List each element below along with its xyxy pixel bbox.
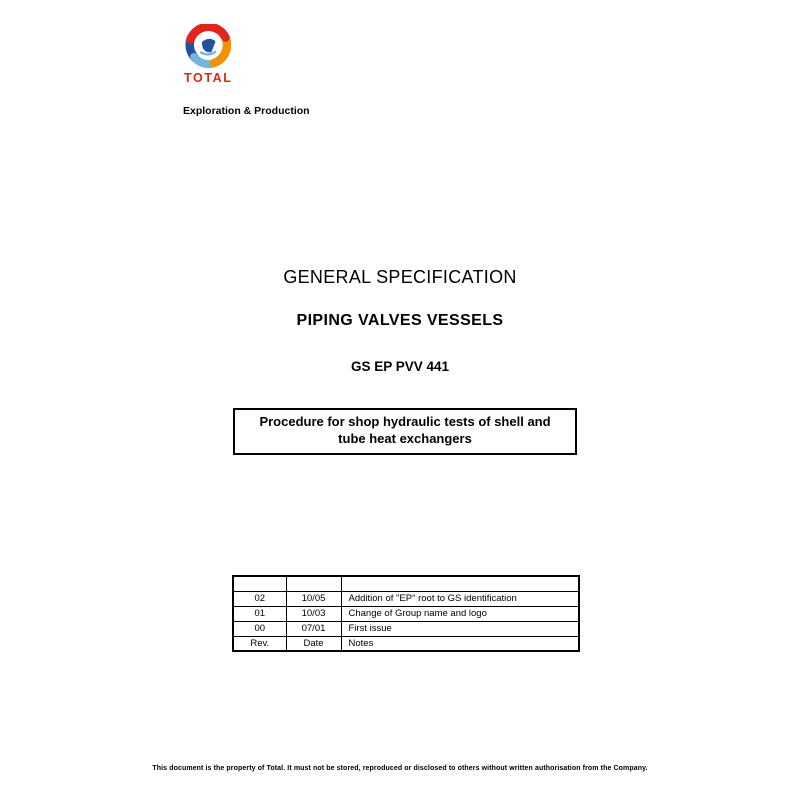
total-wordmark: TOTAL	[184, 71, 233, 85]
doc-number: GS EP PVV 441	[350, 359, 450, 374]
date-cell	[286, 576, 341, 591]
table-row	[233, 636, 579, 651]
table-row	[233, 576, 579, 591]
notes-header-cell: Notes	[341, 636, 579, 651]
notes-cell	[341, 576, 579, 591]
date-cell: 10/03	[286, 606, 341, 621]
subject-text: Procedure for shop hydraulic tests of shell and tube heat exchangers	[259, 414, 551, 446]
doc-type-title: GENERAL SPECIFICATION	[283, 267, 517, 287]
division-label: Exploration & Production	[183, 105, 310, 117]
subject-box	[233, 408, 577, 455]
rev-cell	[233, 576, 286, 591]
rev-header-cell: Rev.	[233, 636, 286, 651]
table-row	[233, 591, 579, 606]
table-row	[233, 621, 579, 636]
date-header-cell: Date	[286, 636, 341, 651]
property-notice: This document is the property of Total. It must not be stored, reproduced or disclosed to others without written authorisation from the Company.	[152, 765, 648, 772]
total-logo	[184, 24, 232, 85]
total-globe-icon	[185, 24, 231, 70]
table-row	[233, 606, 579, 621]
rev-cell: 02	[233, 591, 286, 606]
discipline-title: PIPING VALVES VESSELS	[296, 312, 504, 329]
date-cell: 07/01	[286, 621, 341, 636]
rev-cell: 00	[233, 621, 286, 636]
revision-table	[232, 575, 580, 652]
notes-cell: First issue	[341, 621, 579, 636]
notes-cell: Change of Group name and logo	[341, 606, 579, 621]
rev-cell: 01	[233, 606, 286, 621]
date-cell: 10/05	[286, 591, 341, 606]
notes-cell: Addition of "EP" root to GS identification	[341, 591, 579, 606]
